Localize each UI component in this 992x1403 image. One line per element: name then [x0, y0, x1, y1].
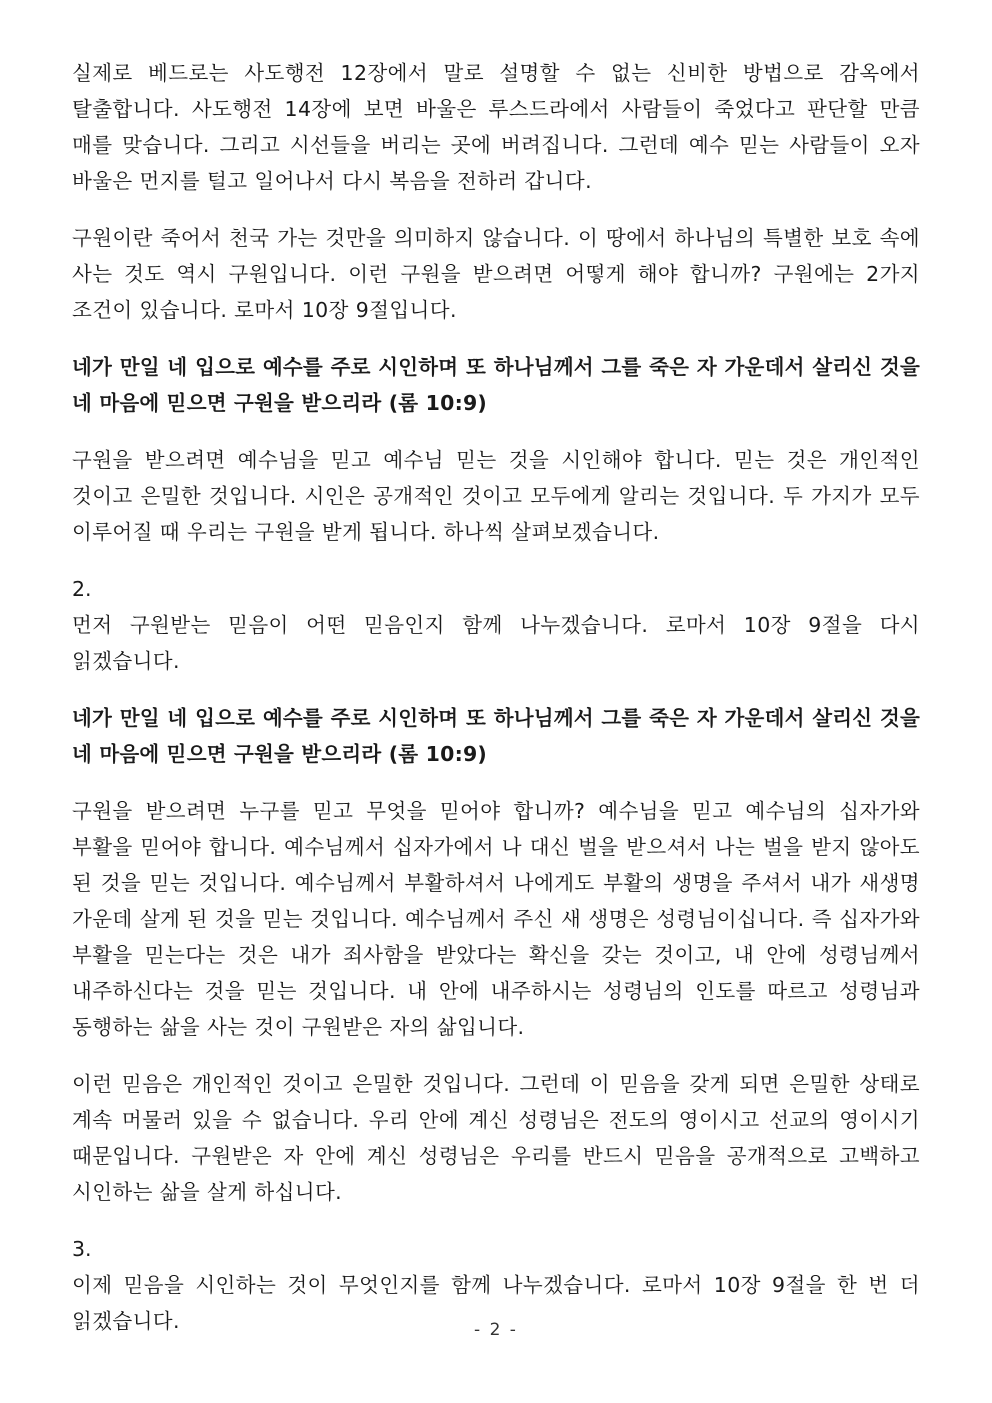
section-number: 3.	[72, 1237, 92, 1261]
paragraph-confession-intro: 이제 믿음을 시인하는 것이 무엇인지를 함께 나누겠습니다. 로마서 10장 9절을 한 번 더 읽겠습니다.	[72, 1273, 920, 1333]
document-page	[72, 55, 920, 1339]
page-number: - 2 -	[474, 1320, 518, 1340]
section-number: 2.	[72, 577, 92, 601]
paragraph-meaning-of-salvation: 구원이란 죽어서 천국 가는 것만을 의미하지 않습니다. 이 땅에서 하나님의 특별한 보호 속에 사는 것도 역시 구원입니다. 이런 구원을 받으려면 어떻게 해야 합니까? 구원에는 2가지 조건이 있습니다. 로마서 10장 9절입니다.	[72, 226, 920, 322]
scripture-quote: 네가 만일 네 입으로 예수를 주로 시인하며 또 하나님께서 그를 죽은 자 가운데서 살리신 것을 네 마음에 믿으면 구원을 받으리라 (롬 10:9)	[72, 355, 920, 415]
paragraph-believe-and-confess: 구원을 받으려면 예수님을 믿고 예수님 믿는 것을 시인해야 합니다. 믿는 것은 개인적인 것이고 은밀한 것입니다. 시인은 공개적인 것이고 모두에게 알리는 것입니다. 두 가지가 모두 이루어질 때 우리는 구원을 받게 됩니다. 하나씩 살펴보겠습니다.	[72, 448, 920, 544]
paragraph-peter-paul: 실제로 베드로는 사도행전 12장에서 말로 설명할 수 없는 신비한 방법으로 감옥에서 탈출합니다. 사도행전 14장에 보면 바울은 루스드라에서 사람들이 죽었다고 판단할 만큼 매를 맞습니다. 그리고 시선들을 버리는 곳에 버려집니다. 그런데 예수 믿는 사람들이 오자 바울은 먼지를 털고 일어나서 다시 복음을 전하러 갑니다.	[72, 61, 920, 193]
scripture-quote: 네가 만일 네 입으로 예수를 주로 시인하며 또 하나님께서 그를 죽은 자 가운데서 살리신 것을 네 마음에 믿으면 구원을 받으리라 (롬 10:9)	[72, 706, 920, 766]
paragraph-saving-faith-intro: 먼저 구원받는 믿음이 어떤 믿음인지 함께 나누겠습니다. 로마서 10장 9절을 다시 읽겠습니다.	[72, 613, 920, 673]
paragraph-cross-and-resurrection: 구원을 받으려면 누구를 믿고 무엇을 믿어야 합니까? 예수님을 믿고 예수님의 십자가와 부활을 믿어야 합니다. 예수님께서 십자가에서 나 대신 벌을 받으셔서 나는 벌을 받지 않아도 된 것을 믿는 것입니다. 예수님께서 부활하셔서 나에게도 부활의 생명을 주셔서 내가 새생명 가운데 살게 된 것을 믿는 것입니다. 예수님께서 주신 새 생명은 성령님이십니다. 즉 십자가와 부활을 믿는다는 것은 내가 죄사함을 받았다는 확신을 갖는 것이고, 내 안에 성령님께서 내주하신다는 것을 믿는 것입니다. 내 안에 내주하시는 성령님의 인도를 따르고 성령님과 동행하는 삶을 사는 것이 구원받은 자의 삶입니다.	[72, 799, 920, 1039]
paragraph-private-faith: 이런 믿음은 개인적인 것이고 은밀한 것입니다. 그런데 이 믿음을 갖게 되면 은밀한 상태로 계속 머물러 있을 수 없습니다. 우리 안에 계신 성령님은 전도의 영이시고 선교의 영이시기 때문입니다. 구원받은 자 안에 계신 성령님은 우리를 반드시 믿음을 공개적으로 고백하고 시인하는 삶을 살게 하십니다.	[72, 1072, 920, 1204]
